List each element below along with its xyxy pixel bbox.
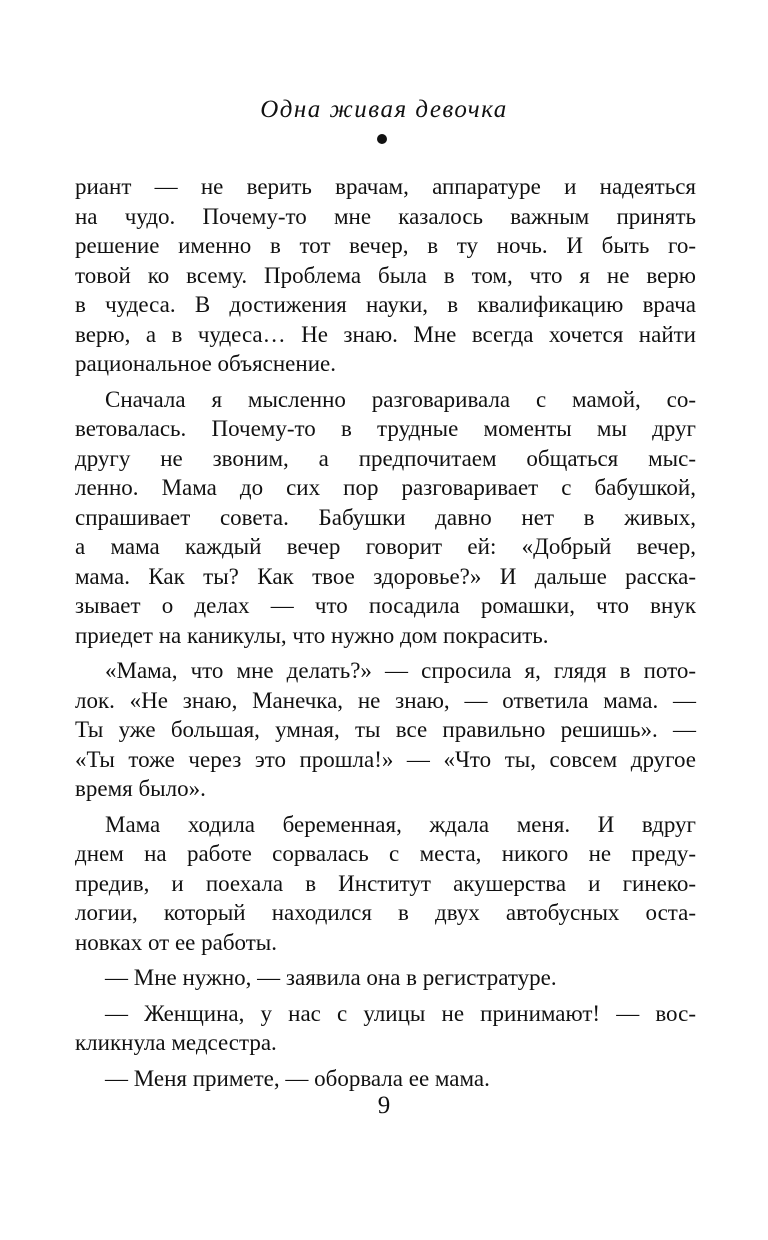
text-line: Мама ходила беременная, ждала меня. И вдруг xyxy=(105,811,696,837)
ornament-dot xyxy=(377,134,387,144)
text-line: новках от ее работы. xyxy=(75,929,277,955)
dialogue-line-3 xyxy=(75,1064,696,1094)
text-line: верю, а в чудеса… Не знаю. Мне всегда хочется найти xyxy=(75,321,696,347)
text-line: ленно. Мама до сих пор разговаривает с бабушкой, xyxy=(75,475,696,500)
text-line: логии, который находился в двух автобусных оста- xyxy=(75,900,696,925)
text-line: мама. Как ты? Как твое здоровье?» И дальше расска- xyxy=(75,563,696,589)
text-line: — Мне нужно, — заявила она в регистратуре. xyxy=(105,965,557,990)
body-text xyxy=(75,172,696,1093)
text-line: кликнула медсестра. xyxy=(75,1030,277,1055)
paragraph-2 xyxy=(75,385,696,651)
text-line: рациональное объяснение. xyxy=(75,351,336,376)
text-line: «Ты тоже через это прошла!» — «Что ты, совсем другое xyxy=(75,746,696,772)
text-line: приедет на каникулы, что нужно дом покрасить. xyxy=(75,622,549,648)
text-line: Ты уже большая, умная, ты все правильно решишь». — xyxy=(75,717,696,742)
text-line: решение именно в тот вечер, в ту ночь. И быть го- xyxy=(75,233,696,258)
text-line: зывает о делах — что посадила ромашки, что внук xyxy=(75,593,696,618)
text-line: а мама каждый вечер говорит ей: «Добрый вечер, xyxy=(75,534,696,559)
text-line: время было». xyxy=(75,776,206,801)
paragraph-4 xyxy=(75,810,696,958)
text-line: «Мама, что мне делать?» — спросила я, глядя в пото- xyxy=(105,658,696,683)
text-line: в чудеса. В достижения науки, в квалификацию врача xyxy=(75,292,696,317)
text-line: — Меня примете, — оборвала ее мама. xyxy=(105,1065,490,1091)
dialogue-line-1 xyxy=(75,963,696,993)
text-line: на чудо. Почему-то мне казалось важным принять xyxy=(75,203,696,229)
paragraph-3 xyxy=(75,656,696,804)
text-line: другу не звоним, а предпочитаем общаться мыс- xyxy=(75,445,696,471)
text-line: лок. «Не знаю, Манечка, не знаю, — ответила мама. — xyxy=(75,687,696,713)
text-line: днем на работе сорвалась с места, никого не преду- xyxy=(75,841,696,866)
text-line: спрашивает совета. Бабушки давно нет в живых, xyxy=(75,504,696,530)
running-title: Одна живая девочка xyxy=(260,96,508,123)
text-line: товой ко всему. Проблема была в том, что я не верю xyxy=(75,262,696,288)
text-line: — Женщина, у нас с улицы не принимают! — вос- xyxy=(105,1000,696,1026)
text-line: ветовалась. Почему-то в трудные моменты мы друг xyxy=(75,416,696,441)
paragraph-1 xyxy=(75,172,696,379)
text-line: риант — не верить врачам, аппаратуре и надеяться xyxy=(75,174,696,199)
page-number: 9 xyxy=(377,1092,391,1119)
dialogue-line-2 xyxy=(75,999,696,1058)
text-line: Сначала я мысленно разговаривала с мамой, со- xyxy=(105,386,696,412)
text-line: предив, и поехала в Институт акушерства и гинеко- xyxy=(75,870,696,896)
